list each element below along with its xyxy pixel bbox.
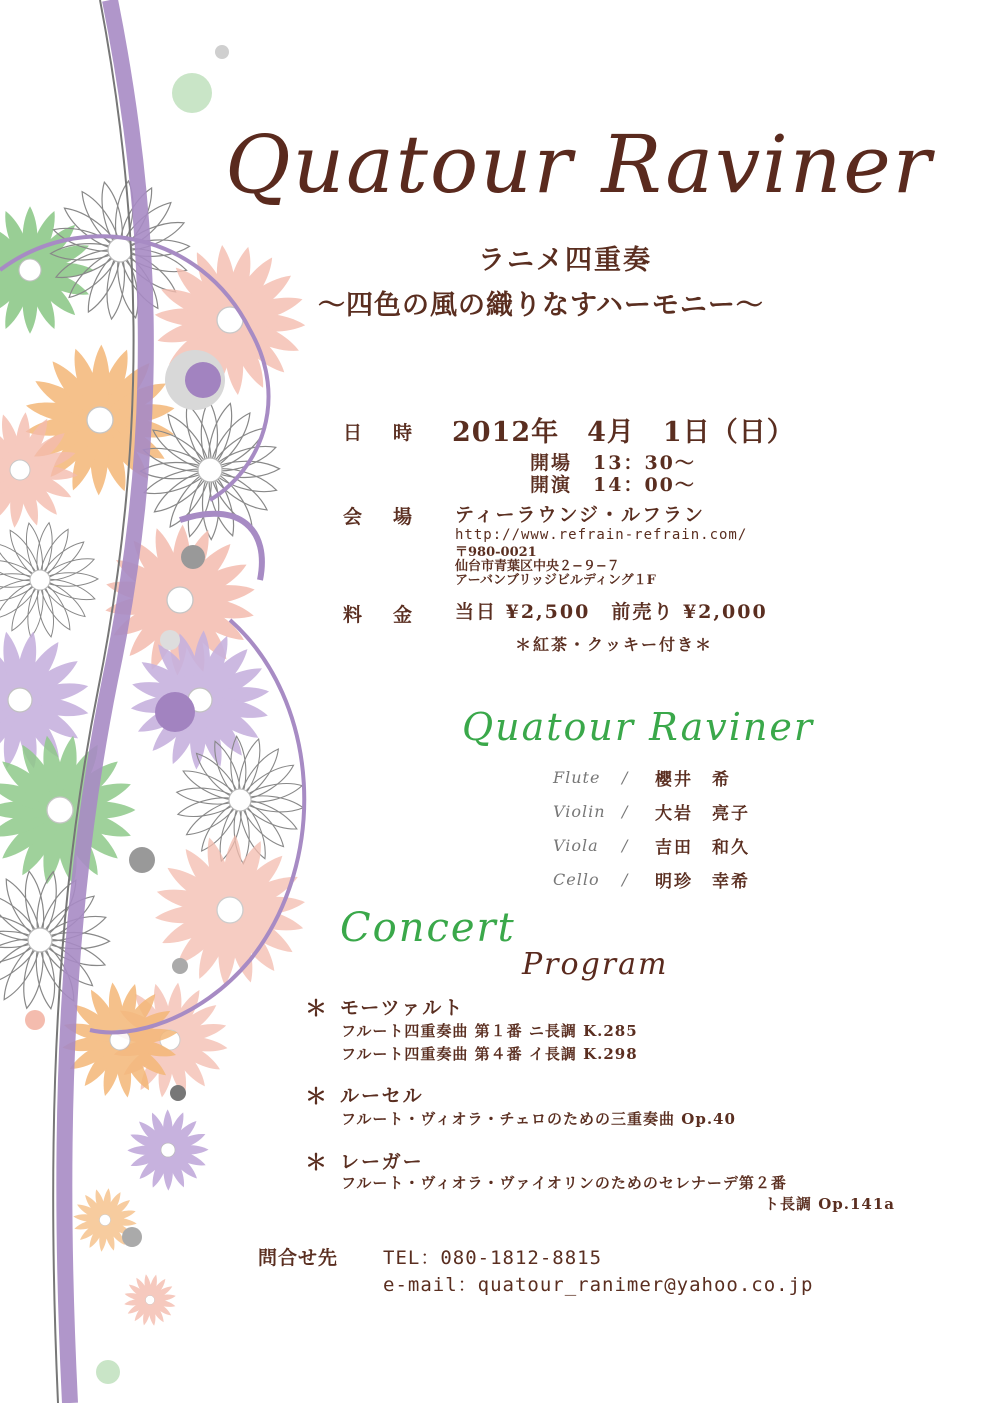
slash: / [622, 768, 629, 787]
contact-email[interactable]: e-mail：quatour_ranimer@yahoo.co.jp [383, 1274, 814, 1296]
address-line2: アーバンブリッジビルディング１F [455, 573, 656, 588]
postal-code: 〒980-0021 [455, 545, 537, 560]
daisy-flower [140, 400, 279, 539]
concert-heading: Concert [340, 905, 516, 951]
instrument-flute: Flute [553, 768, 601, 787]
daisy-flower [0, 522, 98, 639]
bullet-star: ＊ [305, 1084, 328, 1110]
daisy-flower [127, 1109, 208, 1190]
main-title: Quatour Raviner [225, 118, 933, 211]
piece: フルート四重奏曲 第４番 イ長調 K.298 [341, 1045, 638, 1063]
venue-label: 会 場 [343, 506, 419, 528]
start-time: 開演 14：00〜 [530, 474, 696, 496]
composer-mozart: モーツァルト [340, 997, 465, 1019]
piece: フルート四重奏曲 第１番 ニ長調 K.285 [341, 1022, 638, 1040]
composer-reger: レーガー [340, 1151, 424, 1173]
subtitle: ラニメ四重奏 [478, 245, 652, 276]
slash: / [622, 870, 629, 889]
member-name-viola: 吉田 和久 [655, 838, 750, 858]
venue-name: ティーラウンジ・ルフラン [455, 504, 706, 526]
venue-url[interactable]: http://www.refrain-refrain.com/ [455, 527, 748, 543]
slash: / [622, 802, 629, 821]
composer-roussel: ルーセル [340, 1085, 424, 1107]
instrument-cello: Cello [553, 870, 600, 889]
member-name-violin: 大岩 亮子 [655, 804, 750, 824]
fee-value: 当日 ¥2,500 前売り ¥2,000 [455, 601, 768, 623]
date-value: 2012年 4月 1日（日） [452, 417, 795, 448]
bullet-star: ＊ [305, 996, 328, 1022]
daisy-flower [0, 206, 94, 334]
bullet-star: ＊ [305, 1150, 328, 1176]
piece: フルート・ヴィオラ・チェロのための三重奏曲 Op.40 [341, 1110, 736, 1128]
theme-subtitle: 〜四色の風の織りなすハーモニー〜 [318, 290, 764, 321]
member-name-cello: 明珍 幸希 [655, 872, 750, 892]
member-name-flute: 櫻井 希 [655, 770, 731, 790]
fee-label: 料 金 [343, 604, 419, 626]
contact-tel[interactable]: TEL：080-1812-8815 [383, 1247, 603, 1269]
daisy-flower [0, 734, 135, 886]
contact-label: 問合せ先 [258, 1247, 339, 1269]
piece: フルート・ヴィオラ・ヴァイオリンのためのセレナーデ第２番 [341, 1174, 787, 1192]
address-line1: 仙台市青葉区中央２−９−７ [455, 559, 620, 574]
instrument-viola: Viola [553, 836, 599, 855]
doors-open: 開場 13：30〜 [530, 452, 696, 474]
slash: / [622, 836, 629, 855]
date-label: 日 時 [343, 422, 419, 444]
daisy-flower [130, 630, 270, 770]
fee-note: ＊紅茶・クッキー付き＊ [515, 635, 714, 654]
program-heading: Program [522, 947, 669, 982]
daisy-flower [0, 870, 110, 1010]
instrument-violin: Violin [553, 802, 606, 821]
daisy-flower [124, 1274, 177, 1327]
ensemble-title: Quatour Raviner [462, 705, 815, 749]
piece: ト長調 Op.141a [764, 1195, 896, 1213]
